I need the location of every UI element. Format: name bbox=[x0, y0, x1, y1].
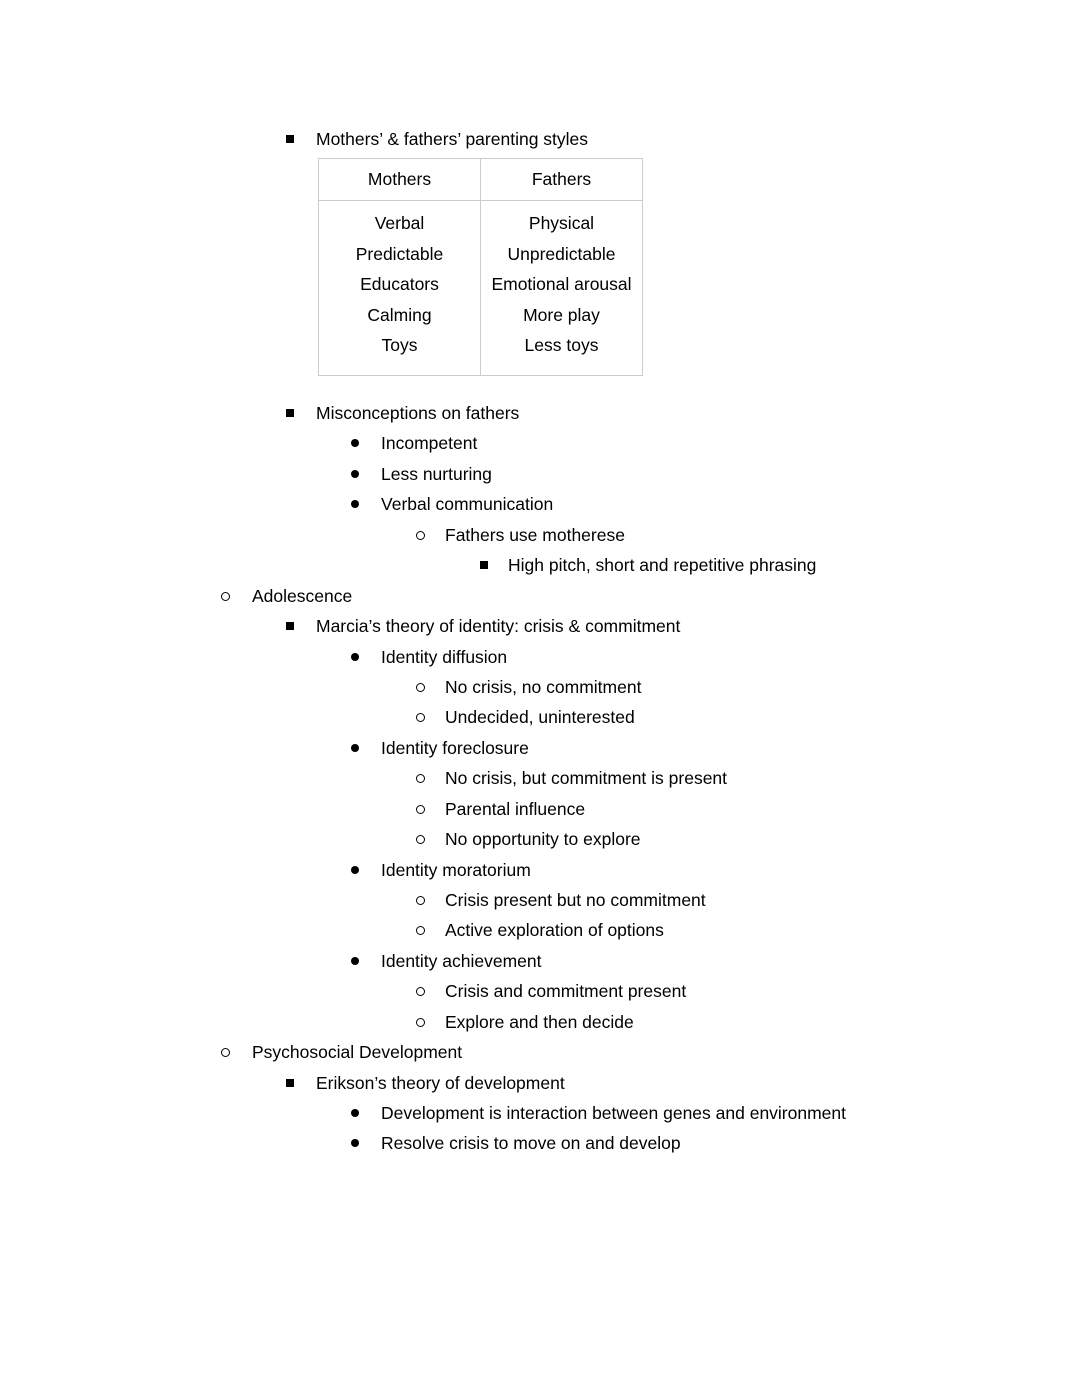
circle-bullet-icon bbox=[416, 976, 425, 1007]
disc-bullet-icon bbox=[351, 733, 359, 764]
table-header-mothers: Mothers bbox=[319, 159, 481, 201]
table-cell-line: Unpredictable bbox=[507, 243, 616, 264]
outline-item-label: Misconceptions on fathers bbox=[316, 403, 520, 423]
table-cell-line: Less toys bbox=[524, 335, 599, 355]
outline-item bbox=[0, 702, 1080, 733]
table-header-row bbox=[319, 159, 643, 201]
table-cell-line: Toys bbox=[381, 335, 418, 355]
outline-item-label: Psychosocial Development bbox=[252, 1042, 463, 1062]
outline-item bbox=[0, 946, 1080, 977]
table-cell-line: Emotional arousal bbox=[491, 274, 632, 294]
outline-item bbox=[0, 915, 1080, 946]
outline-item-label: Identity foreclosure bbox=[381, 738, 529, 758]
circle-bullet-icon bbox=[416, 763, 425, 794]
outline-item-label: Incompetent bbox=[381, 433, 478, 453]
outline-item-label: Undecided, uninterested bbox=[445, 707, 635, 727]
disc-bullet-icon bbox=[351, 459, 359, 490]
disc-bullet-icon-glyph bbox=[351, 653, 359, 661]
outline-item bbox=[0, 642, 1080, 673]
outline-item-label: Verbal communication bbox=[381, 494, 554, 514]
circle-bullet-icon bbox=[416, 702, 425, 733]
square-bullet-icon-glyph bbox=[286, 409, 294, 417]
circle-bullet-icon-glyph bbox=[416, 896, 425, 905]
circle-bullet-icon bbox=[416, 1007, 425, 1038]
disc-bullet-icon bbox=[351, 1128, 359, 1159]
table-cell-line: Verbal bbox=[374, 213, 425, 233]
outline-item-label: No opportunity to explore bbox=[445, 829, 641, 849]
circle-bullet-icon-glyph bbox=[416, 987, 425, 996]
circle-bullet-icon bbox=[416, 672, 425, 703]
outline-item-label: Resolve crisis to move on and develop bbox=[381, 1133, 681, 1153]
circle-bullet-icon bbox=[416, 824, 425, 855]
outline-item bbox=[0, 1037, 1080, 1068]
circle-bullet-icon-glyph bbox=[416, 926, 425, 935]
outline-item-label: Active exploration of options bbox=[445, 920, 664, 940]
circle-bullet-icon-glyph bbox=[416, 1018, 425, 1027]
square-bullet-icon bbox=[480, 550, 488, 581]
outline-item bbox=[0, 733, 1080, 764]
disc-bullet-icon bbox=[351, 855, 359, 886]
circle-bullet-icon-glyph bbox=[221, 592, 230, 601]
square-bullet-icon-glyph bbox=[286, 1079, 294, 1087]
outline-item bbox=[0, 885, 1080, 916]
outline-item bbox=[0, 520, 1080, 551]
outline-item bbox=[0, 824, 1080, 855]
disc-bullet-icon-glyph bbox=[351, 470, 359, 478]
disc-bullet-icon bbox=[351, 428, 359, 459]
circle-bullet-icon bbox=[221, 581, 230, 612]
disc-bullet-icon bbox=[351, 946, 359, 977]
table-cell-fathers bbox=[481, 201, 643, 376]
circle-bullet-icon bbox=[416, 520, 425, 551]
outline-item bbox=[0, 581, 1080, 612]
outline-item-label: Development is interaction between genes and environment bbox=[381, 1103, 847, 1123]
table-cell-line: Physical bbox=[528, 213, 595, 233]
circle-bullet-icon-glyph bbox=[221, 1048, 230, 1057]
circle-bullet-icon-glyph bbox=[416, 805, 425, 814]
square-bullet-icon bbox=[286, 124, 294, 155]
outline-item-label: No crisis, no commitment bbox=[445, 677, 642, 697]
outline-item bbox=[0, 550, 1080, 581]
outline-item-label: Identity achievement bbox=[381, 951, 542, 971]
square-bullet-icon bbox=[286, 398, 294, 429]
table-cell-line: More play bbox=[523, 304, 600, 325]
table-body-row bbox=[319, 201, 643, 376]
circle-bullet-icon-glyph bbox=[416, 835, 425, 844]
outline-item bbox=[0, 428, 1080, 459]
outline-item-label: High pitch, short and repetitive phrasing bbox=[508, 555, 817, 575]
circle-bullet-icon bbox=[221, 1037, 230, 1068]
outline-item-label: Less nurturing bbox=[381, 464, 492, 484]
outline-item bbox=[0, 489, 1080, 520]
outline-item bbox=[0, 1007, 1080, 1038]
square-bullet-icon bbox=[286, 611, 294, 642]
outline-item bbox=[0, 976, 1080, 1007]
outline-item bbox=[0, 1098, 1080, 1129]
disc-bullet-icon bbox=[351, 489, 359, 520]
disc-bullet-icon-glyph bbox=[351, 439, 359, 447]
outline-item bbox=[0, 763, 1080, 794]
outline-item bbox=[0, 794, 1080, 825]
table-cell-line: Educators bbox=[360, 274, 439, 294]
disc-bullet-icon bbox=[351, 642, 359, 673]
outline-item-label: Explore and then decide bbox=[445, 1012, 634, 1032]
disc-bullet-icon-glyph bbox=[351, 744, 359, 752]
disc-bullet-icon bbox=[351, 1098, 359, 1129]
square-bullet-icon-glyph bbox=[286, 135, 294, 143]
outline-item bbox=[0, 1128, 1080, 1159]
outline-item bbox=[0, 672, 1080, 703]
disc-bullet-icon-glyph bbox=[351, 1109, 359, 1117]
outline-item bbox=[0, 459, 1080, 490]
disc-bullet-icon-glyph bbox=[351, 1139, 359, 1147]
circle-bullet-icon bbox=[416, 915, 425, 946]
circle-bullet-icon-glyph bbox=[416, 531, 425, 540]
circle-bullet-icon bbox=[416, 885, 425, 916]
outline-item-label: Parental influence bbox=[445, 799, 586, 819]
table-header-fathers: Fathers bbox=[481, 159, 643, 201]
circle-bullet-icon-glyph bbox=[416, 774, 425, 783]
outline-item-label: Marcia’s theory of identity: crisis & commitment bbox=[316, 616, 681, 636]
square-bullet-icon bbox=[286, 1068, 294, 1099]
table-cell-line: Calming bbox=[367, 304, 432, 325]
disc-bullet-icon-glyph bbox=[351, 500, 359, 508]
circle-bullet-icon-glyph bbox=[416, 713, 425, 722]
outline-item-label: Adolescence bbox=[252, 586, 353, 606]
table-cell-line: Predictable bbox=[355, 243, 444, 264]
outline-item bbox=[0, 611, 1080, 642]
disc-bullet-icon-glyph bbox=[351, 957, 359, 965]
outline-item-label: Mothers’ & fathers’ parenting styles bbox=[316, 129, 589, 149]
table-cell-mothers bbox=[319, 201, 481, 376]
square-bullet-icon-glyph bbox=[286, 622, 294, 630]
outline-item bbox=[0, 1068, 1080, 1099]
circle-bullet-icon-glyph bbox=[416, 683, 425, 692]
outline-item-label: Crisis present but no commitment bbox=[445, 890, 706, 910]
square-bullet-icon-glyph bbox=[480, 561, 488, 569]
outline-item-label: Identity moratorium bbox=[381, 860, 531, 880]
outline-item bbox=[0, 398, 1080, 429]
parenting-styles-table bbox=[318, 158, 643, 376]
outline-item-label: No crisis, but commitment is present bbox=[445, 768, 728, 788]
outline-item-label: Identity diffusion bbox=[381, 647, 508, 667]
outline-item bbox=[0, 124, 1080, 155]
outline-item-label: Fathers use motherese bbox=[445, 525, 625, 545]
outline-item bbox=[0, 855, 1080, 886]
circle-bullet-icon bbox=[416, 794, 425, 825]
disc-bullet-icon-glyph bbox=[351, 866, 359, 874]
outline-item-label: Erikson’s theory of development bbox=[316, 1073, 565, 1093]
outline-item-label: Crisis and commitment present bbox=[445, 981, 687, 1001]
